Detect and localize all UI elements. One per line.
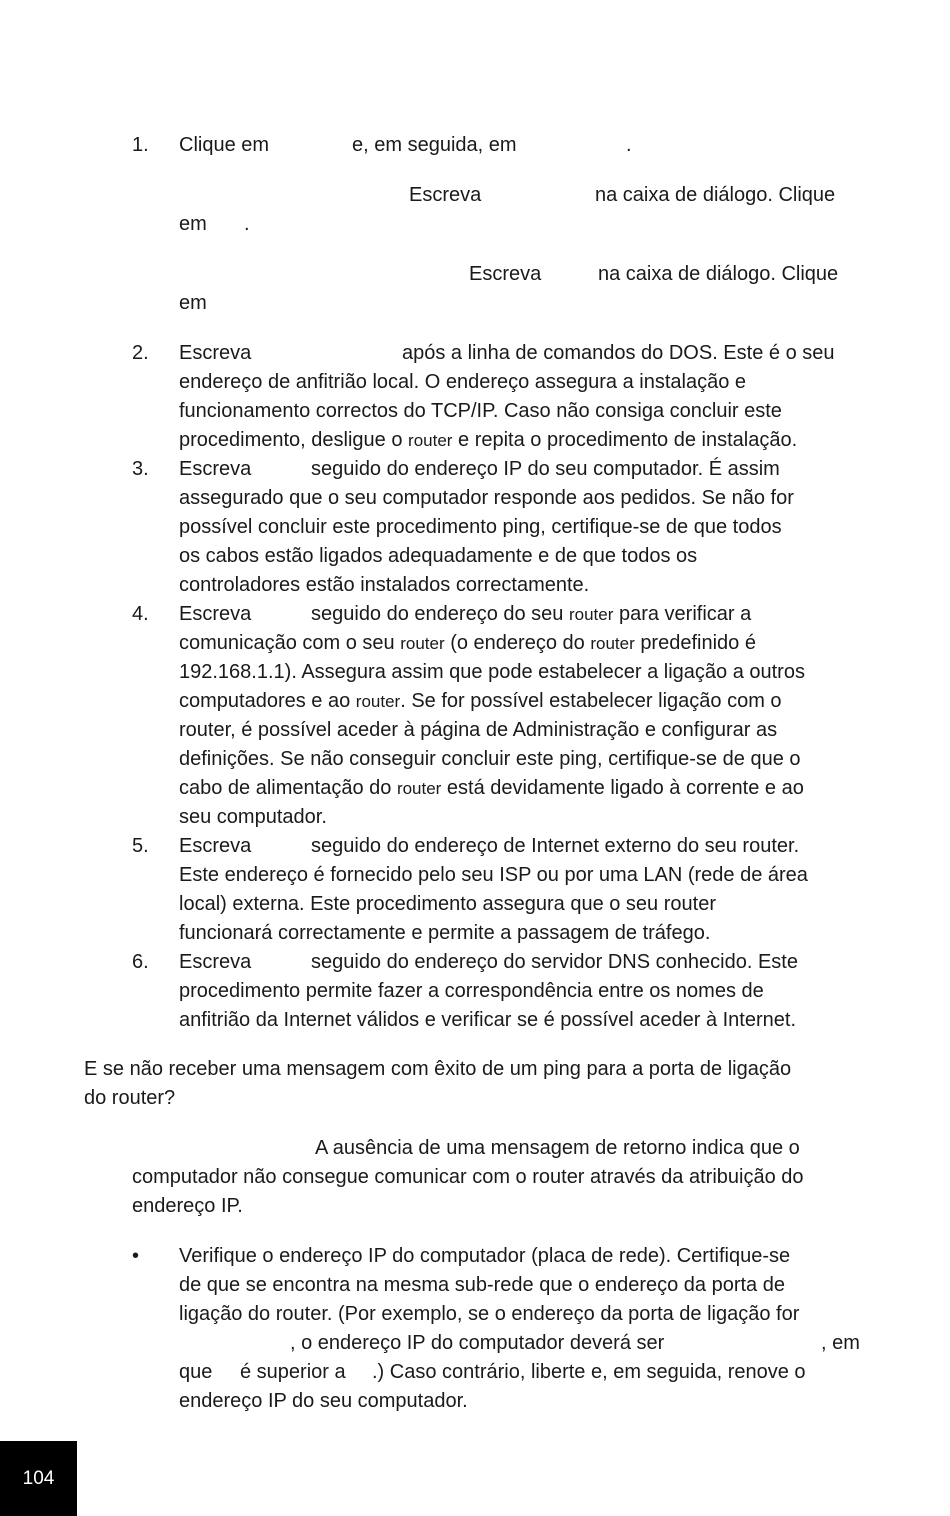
step-text-line: router, é possível aceder à página de Administração e configurar as — [179, 719, 778, 741]
step-text-line: os cabos estão ligados adequadamente e de que todos os — [179, 545, 698, 567]
step-text-fragment: Escreva — [469, 263, 542, 285]
step-text-line: procedimento, desligue o router e repita o procedimento de instalação. — [179, 429, 798, 451]
product-term: router — [355, 692, 401, 711]
answer-text: computador não consegue comunicar com o router através da atribuição do — [132, 1166, 804, 1188]
step-text-fragment: Escreva — [179, 603, 252, 625]
bullet-text-fragment: , o endereço IP do computador deverá ser — [290, 1332, 665, 1354]
bullet-symbol: • — [132, 1245, 140, 1267]
step-text-line: seguido do endereço do seu router para verificar a — [311, 603, 752, 625]
step-text-fragment: Escreva — [409, 184, 482, 206]
bullet-text-line: de que se encontra na mesma sub-rede que o endereço da porta de — [179, 1274, 785, 1296]
step-text-fragment: Escreva — [179, 458, 252, 480]
step-number: 3. — [132, 458, 149, 480]
answer-text: endereço IP. — [132, 1195, 243, 1217]
bullet-text-fragment: que — [179, 1361, 213, 1383]
step-text-fragment: seguido do endereço de Internet externo do seu router. — [311, 835, 800, 857]
step-text-line: computadores e ao router. Se for possível estabelecer ligação com o — [179, 690, 782, 712]
step-text-line: comunicação com o seu router (o endereço do router predefinido é — [179, 632, 756, 654]
bullet-text-fragment: , em — [821, 1332, 860, 1354]
step-text-line: cabo de alimentação do router está devidamente ligado à corrente e ao — [179, 777, 804, 799]
step-text-fragment: Escreva — [179, 342, 252, 364]
step-text-line: procedimento permite fazer a correspondência entre os nomes de — [179, 980, 764, 1002]
step-number: 6. — [132, 951, 149, 973]
bullet-text-fragment: é superior a — [240, 1361, 346, 1383]
step-text-line: Este endereço é fornecido pelo seu ISP ou por uma LAN (rede de área — [179, 864, 808, 886]
step-text-line: 192.168.1.1). Assegura assim que pode estabelecer a ligação a outros — [179, 661, 805, 683]
step-text-line: controladores estão instalados correctamente. — [179, 574, 590, 596]
step-text-line: funcionará correctamente e permite a passagem de tráfego. — [179, 922, 711, 944]
step-number: 2. — [132, 342, 149, 364]
product-term: router — [408, 431, 453, 450]
bullet-text-line: ligação do router. (Por exemplo, se o endereço da porta de ligação for — [179, 1303, 800, 1325]
step-text-line: local) externa. Este procedimento assegura que o seu router — [179, 893, 716, 915]
step-number: 1. — [132, 134, 149, 156]
step-text-line: assegurado que o seu computador responde aos pedidos. Se não for — [179, 487, 794, 509]
product-term: router — [590, 634, 635, 653]
step-text-fragment: . — [626, 134, 632, 156]
bullet-text-line: Verifique o endereço IP do computador (placa de rede). Certifique-se — [179, 1245, 791, 1267]
step-number: 5. — [132, 835, 149, 857]
step-number: 4. — [132, 603, 149, 625]
answer-text: A ausência de uma mensagem de retorno indica que o — [315, 1137, 800, 1159]
product-term: router — [568, 605, 614, 624]
step-text-fragment: após a linha de comandos do DOS. Este é o seu — [402, 342, 835, 364]
product-term: router — [396, 779, 442, 798]
step-text-fragment: em — [179, 213, 207, 235]
product-term: router — [400, 634, 445, 653]
step-text-line: Clique em — [179, 134, 270, 156]
question-text: do router? — [84, 1087, 176, 1109]
step-text-line: funcionamento correctos do TCP/IP. Caso não consiga concluir este — [179, 400, 782, 422]
step-text-line: anfitrião da Internet válidos e verificar se é possível aceder à Internet. — [179, 1009, 797, 1031]
question-text: E se não receber uma mensagem com êxito de um ping para a porta de ligação — [84, 1058, 792, 1080]
step-text-fragment: seguido do endereço do servidor DNS conhecido. Este — [311, 951, 798, 973]
step-text-line: possível concluir este procedimento ping, certifique-se de que todos — [179, 516, 782, 538]
page-number: 104 — [0, 1441, 77, 1516]
step-text-line: seu computador. — [179, 806, 327, 828]
step-text-fragment: Escreva — [179, 835, 252, 857]
step-text-fragment: e, em seguida, em — [352, 134, 517, 156]
step-text-fragment: em — [179, 292, 207, 314]
step-text-line: endereço de anfitrião local. O endereço assegura a instalação e — [179, 371, 747, 393]
bullet-text-line: endereço IP do seu computador. — [179, 1390, 468, 1412]
step-text-fragment: seguido do endereço IP do seu computador. É assim — [311, 458, 780, 480]
step-text-line: definições. Se não conseguir concluir este ping, certifique-se de que o — [179, 748, 801, 770]
bullet-text-fragment: .) Caso contrário, liberte e, em seguida, renove o — [372, 1361, 806, 1383]
step-text-fragment: . — [244, 213, 250, 235]
step-text-fragment: na caixa de diálogo. Clique — [595, 184, 836, 206]
step-text-fragment: Escreva — [179, 951, 252, 973]
step-text-fragment: na caixa de diálogo. Clique — [598, 263, 839, 285]
